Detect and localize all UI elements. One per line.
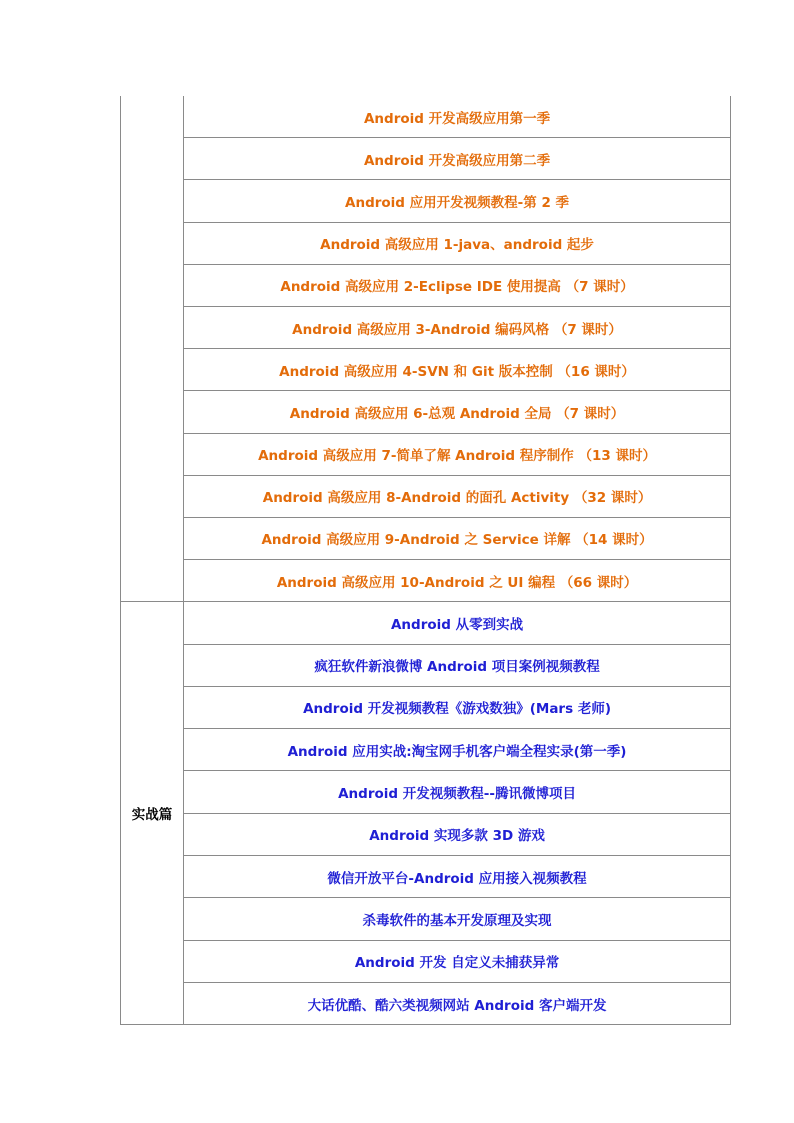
category-cell <box>121 96 184 602</box>
course-title: 微信开放平台-Android 应用接入视频教程 <box>184 856 731 898</box>
course-title: Android 高级应用 8-Android 的面孔 Activity （32 课时） <box>184 475 731 517</box>
table-row <box>121 982 731 1024</box>
table-row <box>121 729 731 771</box>
table-row <box>121 475 731 517</box>
course-title: Android 应用实战:淘宝网手机客户端全程实录(第一季) <box>184 729 731 771</box>
table-row <box>121 306 731 348</box>
table-row <box>121 349 731 391</box>
course-title: Android 开发高级应用第二季 <box>184 138 731 180</box>
table-row <box>121 602 731 644</box>
table-row <box>121 391 731 433</box>
course-title: Android 高级应用 4-SVN 和 Git 版本控制 （16 课时） <box>184 349 731 391</box>
table-row <box>121 813 731 855</box>
course-title: Android 开发 自定义未捕获异常 <box>184 940 731 982</box>
table-row <box>121 517 731 559</box>
course-title: Android 开发高级应用第一季 <box>184 96 731 138</box>
table-row <box>121 940 731 982</box>
course-table-body <box>121 96 731 1025</box>
table-row <box>121 138 731 180</box>
table-row <box>121 433 731 475</box>
table-row <box>121 771 731 813</box>
table-row <box>121 560 731 602</box>
course-title: Android 开发视频教程《游戏数独》(Mars 老师) <box>184 686 731 728</box>
table-row <box>121 898 731 940</box>
table-row <box>121 96 731 138</box>
course-table <box>120 96 731 1025</box>
course-title: 疯狂软件新浪微博 Android 项目案例视频教程 <box>184 644 731 686</box>
table-row <box>121 222 731 264</box>
course-title: Android 高级应用 3-Android 编码风格 （7 课时） <box>184 306 731 348</box>
course-title: Android 应用开发视频教程-第 2 季 <box>184 180 731 222</box>
course-title: Android 高级应用 2-Eclipse IDE 使用提高 （7 课时） <box>184 264 731 306</box>
course-title: Android 高级应用 1-java、android 起步 <box>184 222 731 264</box>
course-title: Android 高级应用 10-Android 之 UI 编程 （66 课时） <box>184 560 731 602</box>
course-title: Android 高级应用 9-Android 之 Service 详解 （14 课时） <box>184 517 731 559</box>
table-row <box>121 644 731 686</box>
course-title: Android 从零到实战 <box>184 602 731 644</box>
table-row <box>121 264 731 306</box>
table-row <box>121 856 731 898</box>
table-row <box>121 686 731 728</box>
category-cell: 实战篇 <box>121 602 184 1025</box>
course-title: 大话优酷、酷六类视频网站 Android 客户端开发 <box>184 982 731 1024</box>
course-title: Android 高级应用 7-简单了解 Android 程序制作 （13 课时） <box>184 433 731 475</box>
table-row <box>121 180 731 222</box>
course-title: 杀毒软件的基本开发原理及实现 <box>184 898 731 940</box>
course-title: Android 实现多款 3D 游戏 <box>184 813 731 855</box>
course-title: Android 高级应用 6-总观 Android 全局 （7 课时） <box>184 391 731 433</box>
course-title: Android 开发视频教程--腾讯微博项目 <box>184 771 731 813</box>
